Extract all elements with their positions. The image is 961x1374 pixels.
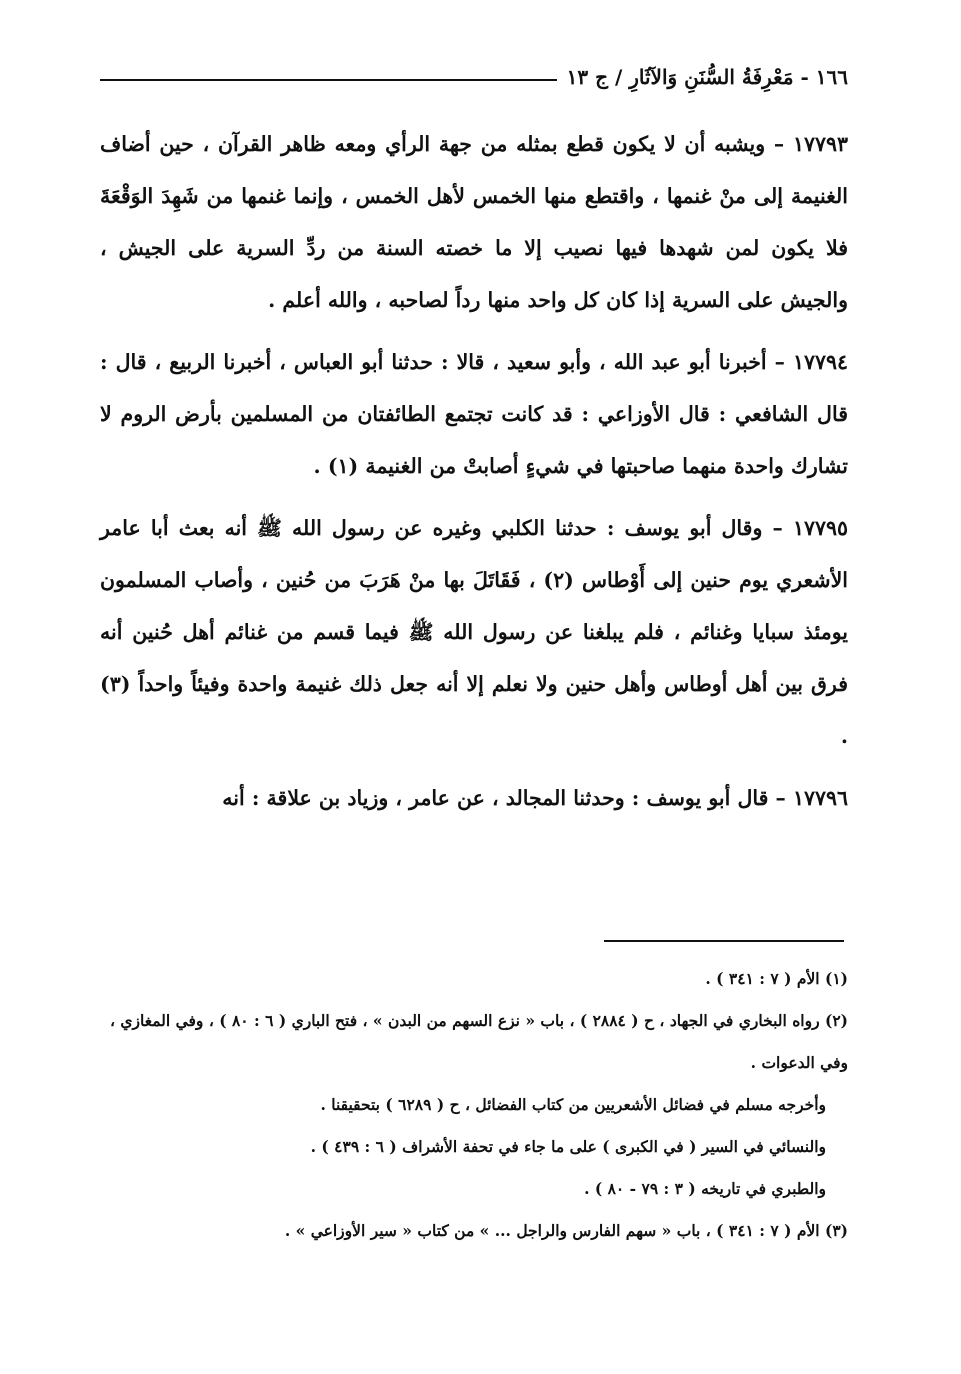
paragraph-text: – ويشبه أن لا يكون قطع بمثله من جهة الرأي ومعه ظاهر القرآن ، حين أضاف الغنيمة إلى منْ غنمها ، واقتطع منها الخمس لأهل الخمس ، وإنما غنمها من شَهِدَ الوَقْعَةَ فلا يكون لمن شهدها فيها نصيب إلا ما خصته السنة من ردِّ السرية على الجيش ، والجيش على السرية إذا كان كل واحد منها رداً لصاحبه ، والله أعلم .	[100, 132, 848, 312]
footnote-2: (٢) رواه البخاري في الجهاد ، ح ( ٢٨٨٤ ) ، باب « نزع السهم من البدن » ، فتح الباري ( ٦ : ٨٠ ) ، وفي المغازي ، وفي الدعوات .	[110, 1011, 848, 1072]
paragraph-text: – وقال أبو يوسف : حدثنا الكلبي وغيره عن رسول الله ﷺ أنه بعث أبا عامر الأشعري يوم حنين إلى أَوْطاس (٢) ، فَقَاتَلَ بها منْ هَرَبَ من حُنين ، وأصاب المسلمون يومئذ سبايا وغنائم ، فلم يبلغنا عن رسول الله ﷺ فيما قسم من غنائم أهل حُنين أنه فرق بين أهل أوطاس وأهل حنين ولا نعلم إلا أنه جعل ذلك غنيمة واحدة وفيئاً واحداً (٣) .	[100, 516, 848, 748]
paragraph-17796	[100, 772, 848, 824]
footnotes	[100, 958, 848, 1252]
footnote-separator	[604, 940, 844, 942]
paragraph-17793	[100, 118, 848, 326]
main-text	[100, 118, 848, 834]
paragraph-17795	[100, 502, 848, 762]
paragraph-text: – أخبرنا أبو عبد الله ، وأبو سعيد ، قالا : حدثنا أبو العباس ، أخبرنا الربيع ، قال : قال الشافعي : قال الأوزاعي : قد كانت تجتمع الطائفتان من المسلمين بأرض الروم لا تشارك واحدة منهما صاحبتها في شيءٍ أصابتْ من الغنيمة (١) .	[100, 350, 848, 478]
hadith-number: ١٧٧٩٤	[792, 350, 848, 374]
footnote-2-tabari: والطبري في تاريخه ( ٣ : ٧٩ - ٨٠ ) .	[584, 1179, 826, 1198]
running-title: ١٦٦ - مَعْرِفَةُ السُّنَنِ وَالآثَارِ / ج ١٣	[566, 65, 848, 89]
hadith-number: ١٧٧٩٣	[792, 132, 849, 156]
footnote-3: (٣) الأم ( ٧ : ٣٤١ ) ، باب « سهم الفارس والراجل ... » من كتاب « سير الأوزاعي » .	[284, 1221, 848, 1240]
paragraph-text: – قال أبو يوسف : وحدثنا المجالد ، عن عامر ، وزياد بن علاقة : أنه	[222, 786, 786, 810]
footnote-1: (١) الأم ( ٧ : ٣٤١ ) .	[705, 969, 848, 988]
running-header	[100, 60, 848, 94]
header-rule	[100, 79, 557, 81]
hadith-number: ١٧٧٩٦	[792, 786, 848, 810]
footnote-2-nasai: والنسائي في السير ( في الكبرى ) على ما جاء في تحفة الأشراف ( ٦ : ٤٣٩ ) .	[310, 1137, 826, 1156]
paragraph-17794	[100, 336, 848, 492]
hadith-number: ١٧٧٩٥	[792, 516, 849, 540]
footnote-2-muslim: وأخرجه مسلم في فضائل الأشعريين من كتاب الفضائل ، ح ( ٦٢٨٩ ) بتحقيقنا .	[320, 1095, 826, 1114]
